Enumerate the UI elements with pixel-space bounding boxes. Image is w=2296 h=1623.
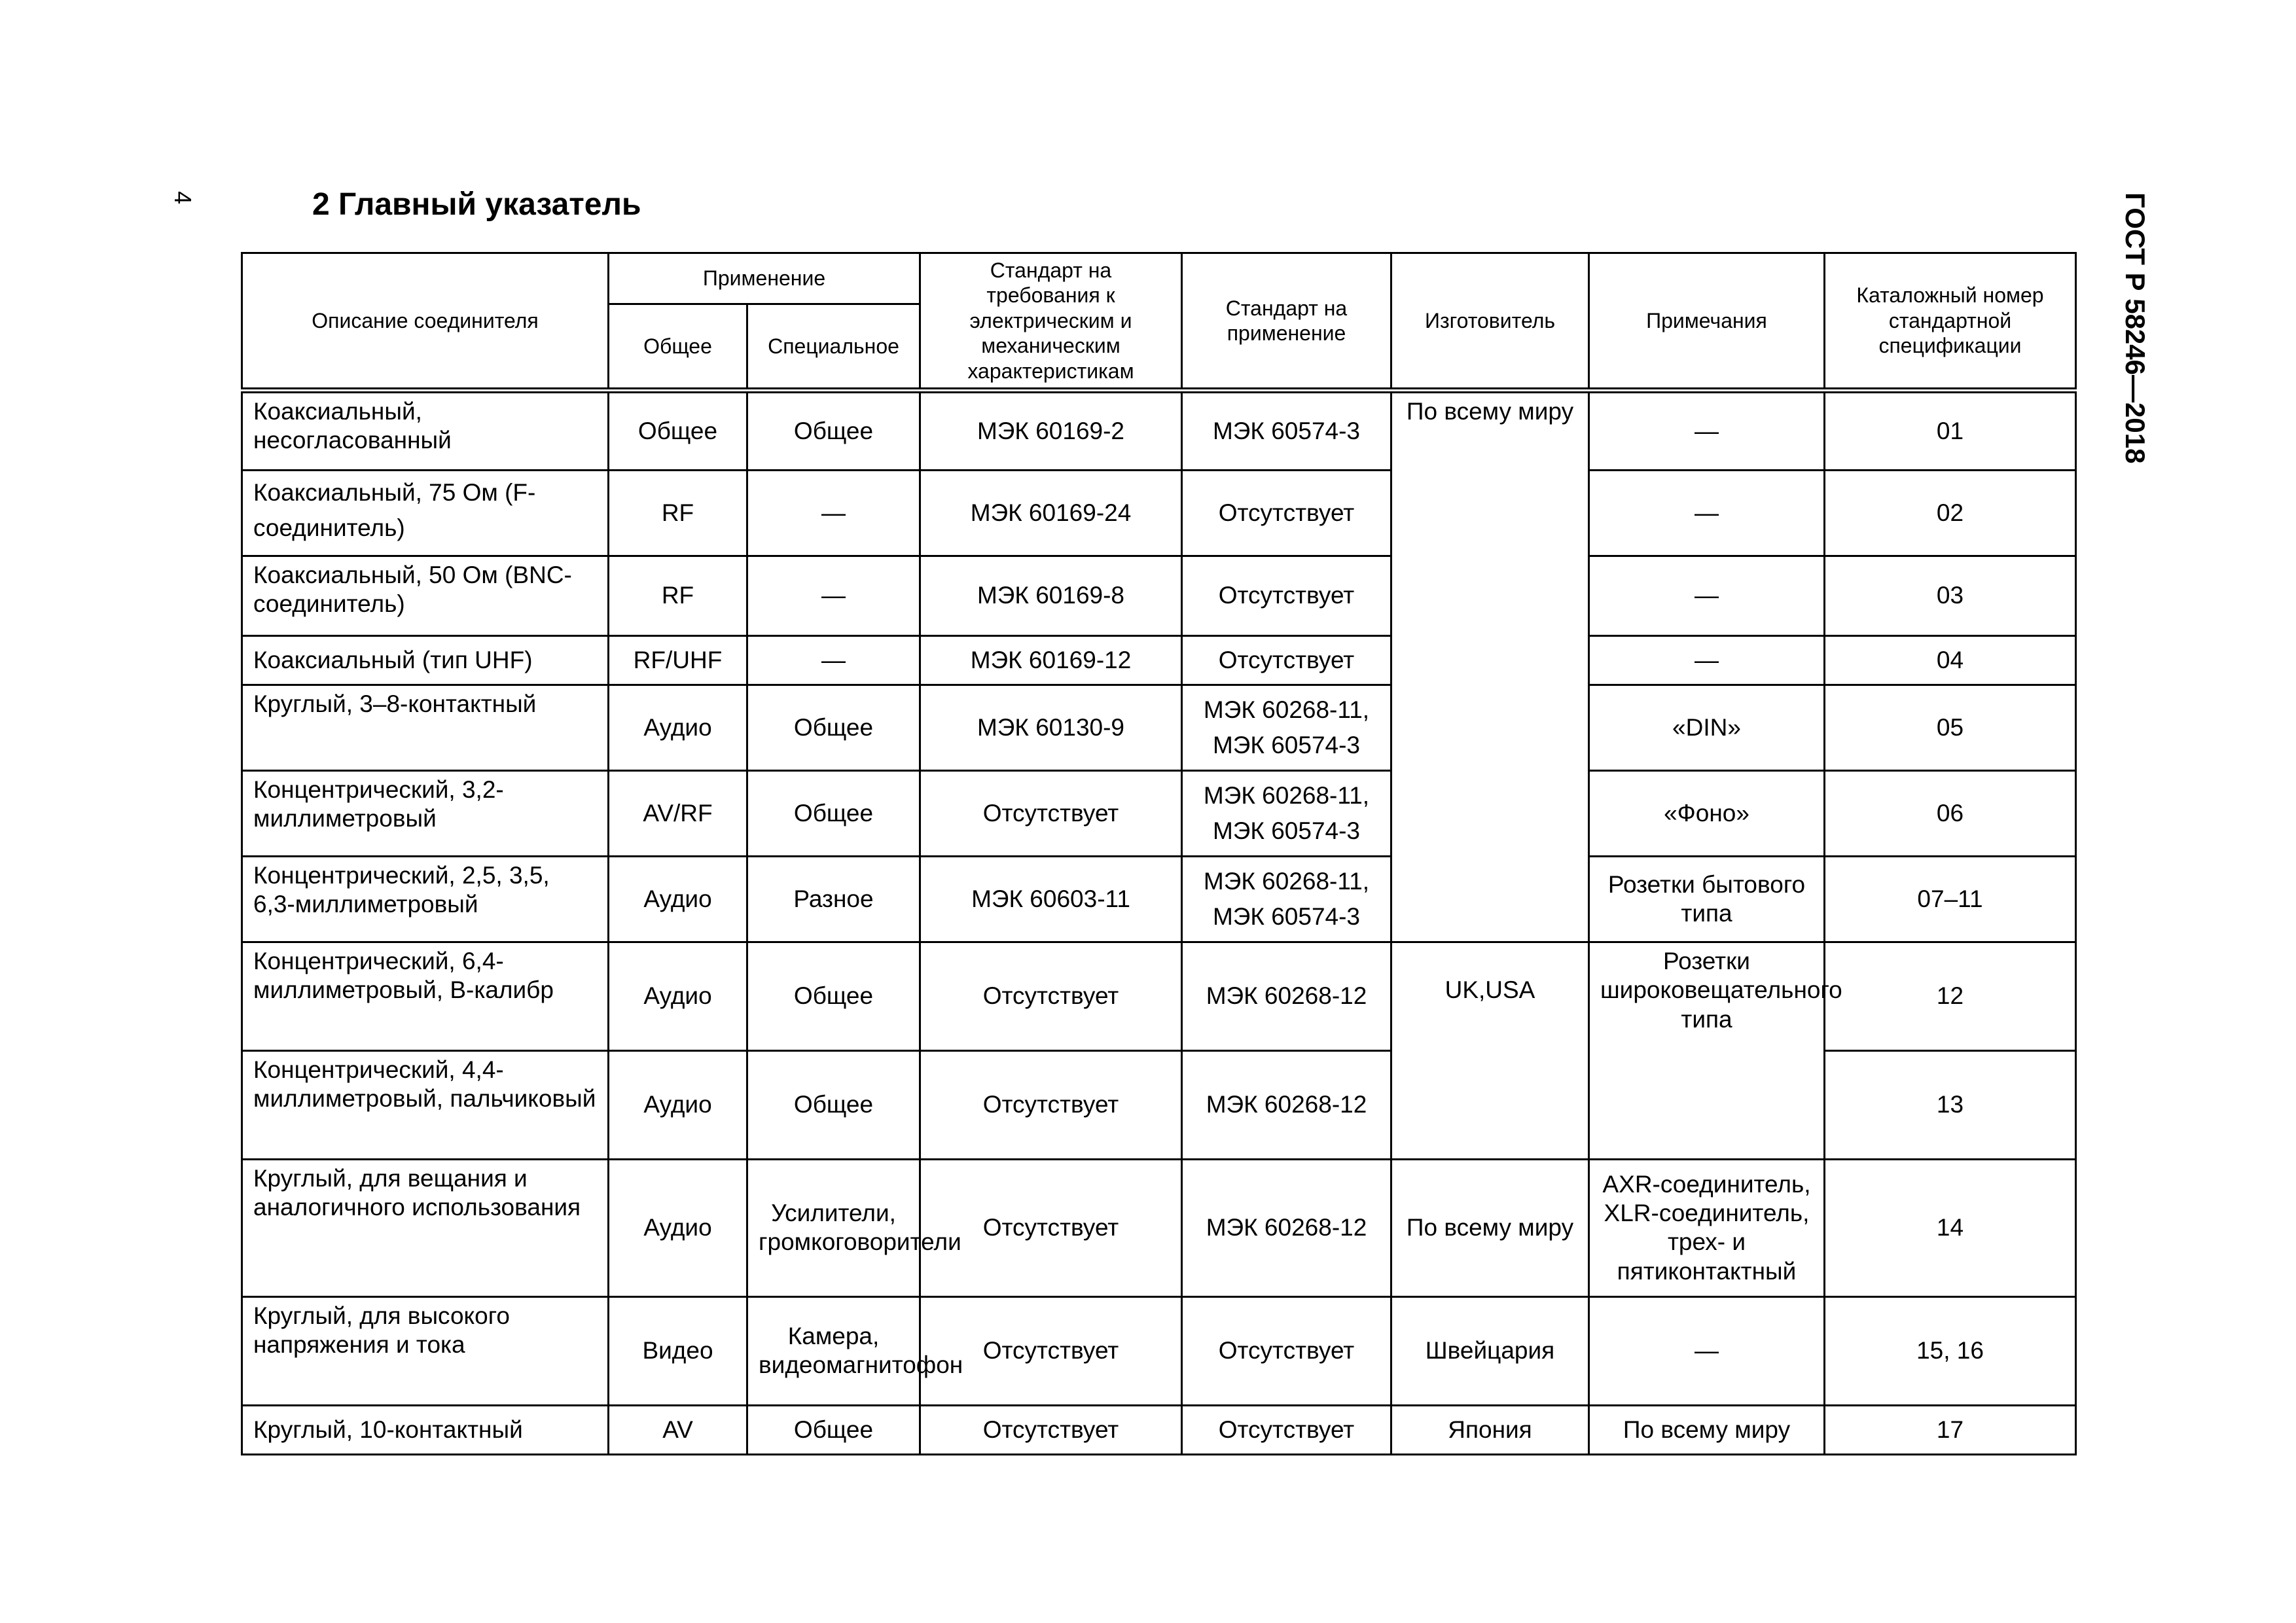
table-row <box>242 856 2076 942</box>
header-application-standard: Стандарт на применение <box>1182 253 1391 391</box>
cell-application-standard: Отсутствует <box>1182 556 1391 635</box>
cell-special: Общее <box>747 685 920 770</box>
cell-application-standard: МЭК 60268-11, МЭК 60574-3 <box>1182 770 1391 856</box>
header-application: Применение <box>609 253 920 304</box>
table-row <box>242 635 2076 685</box>
cell-manufacturer: Швейцария <box>1391 1296 1589 1405</box>
header-catalog-number: Каталожный номер стандартной спецификации <box>1825 253 2076 391</box>
cell-manufacturer: Япония <box>1391 1405 1589 1454</box>
cell-special: — <box>747 635 920 685</box>
cell-catalog-number: 02 <box>1825 470 2076 556</box>
table-row <box>242 556 2076 635</box>
cell-special: Камера, видеомагнитофон <box>747 1296 920 1405</box>
cell-catalog-number: 01 <box>1825 390 2076 470</box>
section-heading: 2 Главный указатель <box>312 187 641 222</box>
cell-description: Коаксиальный, 50 Ом (BNC-соединитель) <box>242 556 609 635</box>
cell-application-standard: Отсутствует <box>1182 1296 1391 1405</box>
table-row <box>242 685 2076 770</box>
cell-notes: — <box>1589 470 1825 556</box>
table-row <box>242 470 2076 556</box>
table-row <box>242 942 2076 1050</box>
cell-general: AV <box>609 1405 747 1454</box>
cell-application-standard: Отсутствует <box>1182 1405 1391 1454</box>
cell-electrical-standard: Отсутствует <box>920 770 1182 856</box>
cell-description: Круглый, для высокого напряжения и тока <box>242 1296 609 1405</box>
cell-special: Общее <box>747 1050 920 1159</box>
table-row <box>242 770 2076 856</box>
cell-catalog-number: 07–11 <box>1825 856 2076 942</box>
cell-application-standard: МЭК 60268-12 <box>1182 1159 1391 1296</box>
header-notes: Примечания <box>1589 253 1825 391</box>
cell-electrical-standard: Отсутствует <box>920 1159 1182 1296</box>
cell-application-standard: Отсутствует <box>1182 470 1391 556</box>
cell-notes: Розетки бытового типа <box>1589 856 1825 942</box>
cell-catalog-number: 12 <box>1825 942 2076 1050</box>
cell-general: RF <box>609 470 747 556</box>
cell-manufacturer-merged: По всему миру <box>1391 390 1589 942</box>
cell-special: Разное <box>747 856 920 942</box>
cell-catalog-number: 17 <box>1825 1405 2076 1454</box>
header-electrical-standard: Стандарт на требования к электрическим и механическим характеристикам <box>920 253 1182 391</box>
cell-electrical-standard: Отсутствует <box>920 1050 1182 1159</box>
cell-notes: — <box>1589 1296 1825 1405</box>
cell-manufacturer: По всему миру <box>1391 1159 1589 1296</box>
cell-catalog-number: 03 <box>1825 556 2076 635</box>
cell-electrical-standard: МЭК 60169-12 <box>920 635 1182 685</box>
table-row <box>242 1296 2076 1405</box>
cell-special: — <box>747 470 920 556</box>
cell-description: Круглый, для вещания и аналогичного использования <box>242 1159 609 1296</box>
cell-general: RF/UHF <box>609 635 747 685</box>
cell-electrical-standard: МЭК 60169-24 <box>920 470 1182 556</box>
cell-general: Аудио <box>609 942 747 1050</box>
cell-notes: — <box>1589 556 1825 635</box>
header-application-special: Специальное <box>747 304 920 391</box>
cell-notes: По всему миру <box>1589 1405 1825 1454</box>
table-row <box>242 1405 2076 1454</box>
cell-notes-merged: Розетки широковещательного типа <box>1589 942 1825 1159</box>
cell-application-standard: МЭК 60268-12 <box>1182 942 1391 1050</box>
header-manufacturer: Изготовитель <box>1391 253 1589 391</box>
cell-description: Концентрический, 3,2-миллиметровый <box>242 770 609 856</box>
cell-manufacturer-merged: UK,USA <box>1391 942 1589 1159</box>
cell-description: Коаксиальный, несогласованный <box>242 390 609 470</box>
main-index-table <box>241 252 2077 1455</box>
cell-application-standard: Отсутствует <box>1182 635 1391 685</box>
cell-catalog-number: 05 <box>1825 685 2076 770</box>
cell-description: Концентрический, 6,4-миллиметровый, В-калибр <box>242 942 609 1050</box>
cell-application-standard: МЭК 60268-11, МЭК 60574-3 <box>1182 685 1391 770</box>
cell-general: Аудио <box>609 685 747 770</box>
cell-special: Общее <box>747 390 920 470</box>
cell-general: RF <box>609 556 747 635</box>
cell-catalog-number: 06 <box>1825 770 2076 856</box>
cell-special: Усилители, громкоговорители <box>747 1159 920 1296</box>
cell-special: Общее <box>747 770 920 856</box>
cell-notes: — <box>1589 390 1825 470</box>
cell-electrical-standard: Отсутствует <box>920 942 1182 1050</box>
header-description: Описание соединителя <box>242 253 609 391</box>
cell-description: Круглый, 10-контактный <box>242 1405 609 1454</box>
cell-electrical-standard: МЭК 60603-11 <box>920 856 1182 942</box>
cell-electrical-standard: МЭК 60169-8 <box>920 556 1182 635</box>
table-row <box>242 390 2076 470</box>
cell-notes: AXR-соединитель, XLR-соединитель, трех- и пятиконтактный <box>1589 1159 1825 1296</box>
header-application-general: Общее <box>609 304 747 391</box>
cell-electrical-standard: МЭК 60130-9 <box>920 685 1182 770</box>
page-number: 4 <box>170 191 196 205</box>
cell-electrical-standard: МЭК 60169-2 <box>920 390 1182 470</box>
cell-special: Общее <box>747 942 920 1050</box>
cell-notes: — <box>1589 635 1825 685</box>
cell-general: Видео <box>609 1296 747 1405</box>
cell-catalog-number: 15, 16 <box>1825 1296 2076 1405</box>
cell-electrical-standard: Отсутствует <box>920 1405 1182 1454</box>
cell-electrical-standard: Отсутствует <box>920 1296 1182 1405</box>
cell-general: Общее <box>609 390 747 470</box>
cell-catalog-number: 04 <box>1825 635 2076 685</box>
cell-application-standard: МЭК 60268-12 <box>1182 1050 1391 1159</box>
cell-special: Общее <box>747 1405 920 1454</box>
cell-application-standard: МЭК 60268-11, МЭК 60574-3 <box>1182 856 1391 942</box>
cell-special: — <box>747 556 920 635</box>
cell-description: Коаксиальный (тип UHF) <box>242 635 609 685</box>
cell-application-standard: МЭК 60574-3 <box>1182 390 1391 470</box>
cell-description: Концентрический, 2,5, 3,5, 6,3-миллиметровый <box>242 856 609 942</box>
cell-description: Круглый, 3–8-контактный <box>242 685 609 770</box>
cell-notes: «Фоно» <box>1589 770 1825 856</box>
cell-general: Аудио <box>609 1050 747 1159</box>
table-row <box>242 1159 2076 1296</box>
cell-general: Аудио <box>609 856 747 942</box>
cell-general: Аудио <box>609 1159 747 1296</box>
cell-catalog-number: 13 <box>1825 1050 2076 1159</box>
standard-code: ГОСТ Р 58246—2018 <box>2120 192 2151 464</box>
cell-general: AV/RF <box>609 770 747 856</box>
cell-catalog-number: 14 <box>1825 1159 2076 1296</box>
cell-description: Коаксиальный, 75 Ом (F-соединитель) <box>242 470 609 556</box>
cell-description: Концентрический, 4,4-миллиметровый, пальчиковый <box>242 1050 609 1159</box>
cell-notes: «DIN» <box>1589 685 1825 770</box>
